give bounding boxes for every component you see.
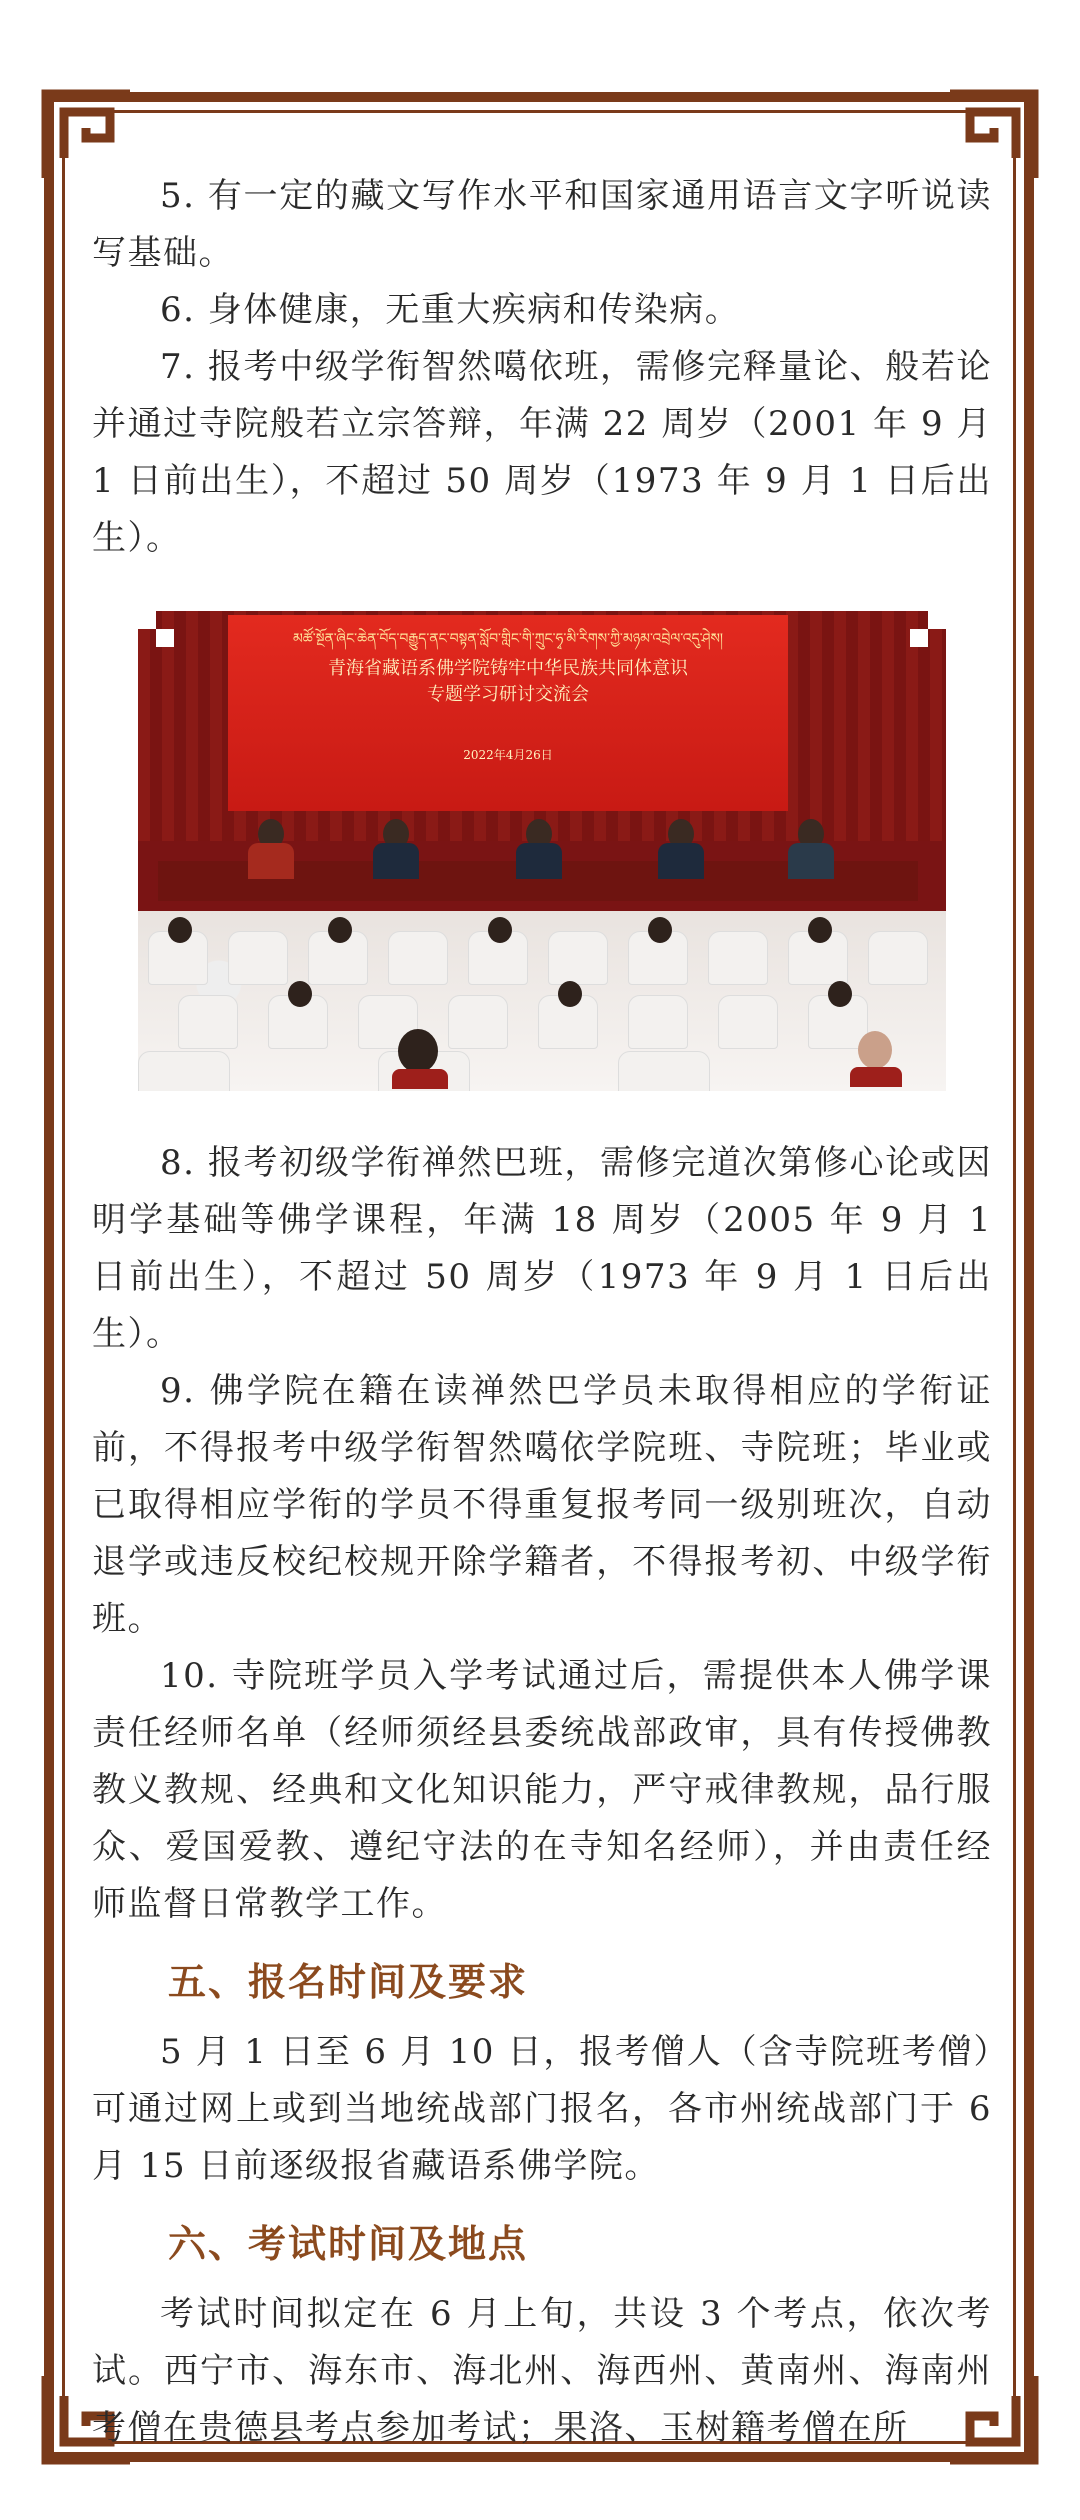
banner-tibetan-text: མཚོ་སྔོན་ཞིང་ཆེན་བོད་བརྒྱུད་ནང་བསྟན་སློབ་གླིང་གི་ཀྲུང་ཧྭ་མི་རིགས་ཀྱི་མཉམ་འབྲེལ་འདུ་ཤེས། [292, 631, 724, 647]
requirement-10: 10. 寺院班学员入学考试通过后，需提供本人佛学课责任经师名单（经师须经县委统战部政审，具有传授佛教教义教规、经典和文化知识能力，严守戒律教规，品行服众、爱国爱教、遵纪守法的在寺知名经师），并由责任经师监督日常教学工作。 [92, 1656, 992, 1924]
banner-title-line-2: 专题学习研讨交流会 [427, 684, 589, 705]
stage-banner [228, 615, 788, 811]
conference-photo [138, 611, 946, 1091]
article-body [92, 168, 992, 2457]
section-6-text: 考试时间拟定在 6 月上旬，共设 3 个考点，依次考试。西宁市、海东市、海北州、海西州、黄南州、海南州考僧在贵德县考点参加考试；果洛、玉树籍考僧在所 [92, 2294, 992, 2448]
requirement-5: 5. 有一定的藏文写作水平和国家通用语言文字听说读写基础。 [92, 176, 992, 273]
requirement-9: 9. 佛学院在籍在读禅然巴学员未取得相应的学衔证前，不得报考中级学衔智然噶依学院班、寺院班；毕业或已取得相应学衔的学员不得重复报考同一级别班次，自动退学或违反校纪校规开除学籍者，不得报考初、中级学衔班。 [92, 1371, 992, 1639]
section-5-title: 五、报名时间及要求 [168, 1959, 529, 2004]
requirement-6: 6. 身体健康，无重大疾病和传染病。 [160, 290, 741, 330]
requirement-8: 8. 报考初级学衔禅然巴班，需修完道次第修心论或因明学基础等佛学课程，年满 18 周岁（2005 年 9 月 1 日前出生），不超过 50 周岁（1973 年 9 月 1 日后出生）。 [92, 1143, 992, 1354]
requirement-7: 7. 报考中级学衔智然噶依班，需修完释量论、般若论并通过寺院般若立宗答辩，年满 22 周岁（2001 年 9 月 1 日前出生），不超过 50 周岁（1973 年 9 月 1 日后出生）。 [92, 347, 992, 558]
banner-date: 2022年4月26日 [463, 748, 553, 762]
section-5-text: 5 月 1 日至 6 月 10 日，报考僧人（含寺院班考僧）可通过网上或到当地统战部门报名，各市州统战部门于 6 月 15 日前逐级报省藏语系佛学院。 [92, 2032, 992, 2186]
audience-seating [138, 911, 946, 1091]
section-6-title: 六、考试时间及地点 [168, 2221, 529, 2266]
banner-title-line-1: 青海省藏语系佛学院铸牢中华民族共同体意识 [328, 658, 688, 679]
